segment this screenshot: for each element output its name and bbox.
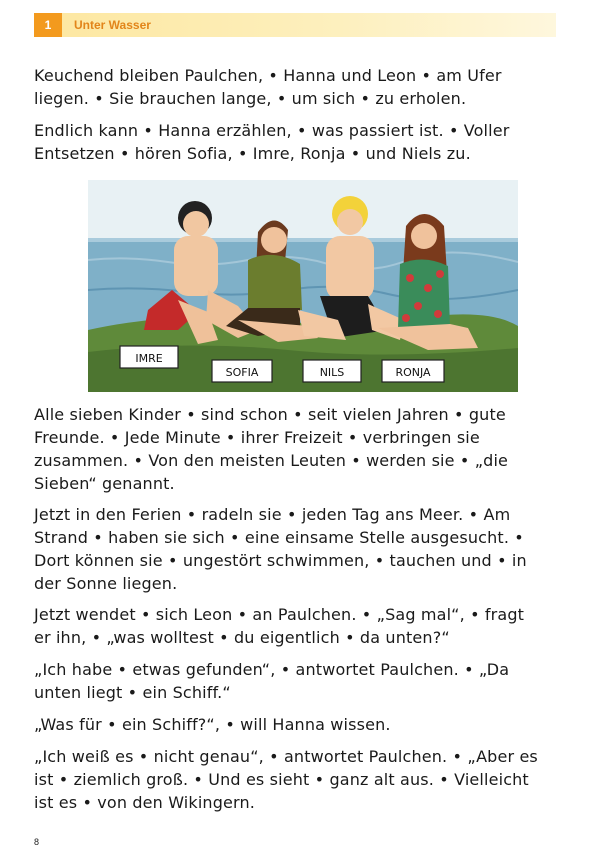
paragraph xyxy=(34,64,574,110)
text-line: Freunde. • Jede Minute • ihrer Freizeit • verbringen sie xyxy=(34,428,480,447)
name-card-label: RONJA xyxy=(395,366,431,379)
text-line: „Was für • ein Schiff?“, • will Hanna wissen. xyxy=(34,715,391,734)
name-card-ronja xyxy=(382,360,444,382)
text-line: Jetzt wendet • sich Leon • an Paulchen. • „Sag mal“, • fragt xyxy=(34,605,525,624)
text-line: Sieben“ genannt. xyxy=(34,474,175,493)
name-card-label: NILS xyxy=(319,366,345,379)
text-line: Jetzt in den Ferien • radeln sie • jeden Tag ans Meer. • Am xyxy=(34,505,511,524)
page-number: 8 xyxy=(34,837,40,847)
text-line: er ihn, • „was wolltest • du eigentlich • da unten?“ xyxy=(34,628,450,647)
children-at-beach-illustration xyxy=(88,180,518,392)
text-line: der Sonne liegen. xyxy=(34,574,178,593)
name-card-sofia xyxy=(212,360,272,382)
paragraph xyxy=(34,119,574,165)
paragraph xyxy=(34,503,574,595)
name-card-label: SOFIA xyxy=(225,366,259,379)
text-line: ist es • von den Wikingern. xyxy=(34,793,255,812)
text-line: Strand • haben sie sich • eine einsame Stelle ausgesucht. • xyxy=(34,528,524,547)
text-line: Endlich kann • Hanna erzählen, • was passiert ist. • Voller xyxy=(34,121,510,140)
text-line: Keuchend bleiben Paulchen, • Hanna und Leon • am Ufer xyxy=(34,66,502,85)
text-line: liegen. • Sie brauchen lange, • um sich • zu erholen. xyxy=(34,89,467,108)
text-line: „Ich habe • etwas gefunden“, • antwortet Paulchen. • „Da xyxy=(34,660,510,679)
chapter-title: Unter Wasser xyxy=(74,18,151,32)
name-card-label: IMRE xyxy=(135,352,163,365)
text-line: Alle sieben Kinder • sind schon • seit vielen Jahren • gute xyxy=(34,405,506,424)
name-card-nils xyxy=(303,360,361,382)
text-line: unten liegt • ein Schiff.“ xyxy=(34,683,231,702)
text-line: Entsetzen • hören Sofia, • Imre, Ronja • und Niels zu. xyxy=(34,144,471,163)
name-card-imre xyxy=(120,346,178,368)
text-line: „Ich weiß es • nicht genau“, • antwortet Paulchen. • „Aber es xyxy=(34,747,538,766)
chapter-number: 1 xyxy=(34,13,62,37)
text-line: zusammen. • Von den meisten Leuten • werden sie • „die xyxy=(34,451,509,470)
paragraph xyxy=(34,745,574,814)
text-line: ist • ziemlich groß. • Und es sieht • ganz alt aus. • Vielleicht xyxy=(34,770,529,789)
text-line: Dort können sie • ungestört schwimmen, • tauchen und • in xyxy=(34,551,527,570)
paragraph xyxy=(34,713,574,736)
chapter-header xyxy=(34,13,556,37)
paragraph xyxy=(34,403,574,495)
paragraph xyxy=(34,658,574,704)
paragraph xyxy=(34,603,574,649)
